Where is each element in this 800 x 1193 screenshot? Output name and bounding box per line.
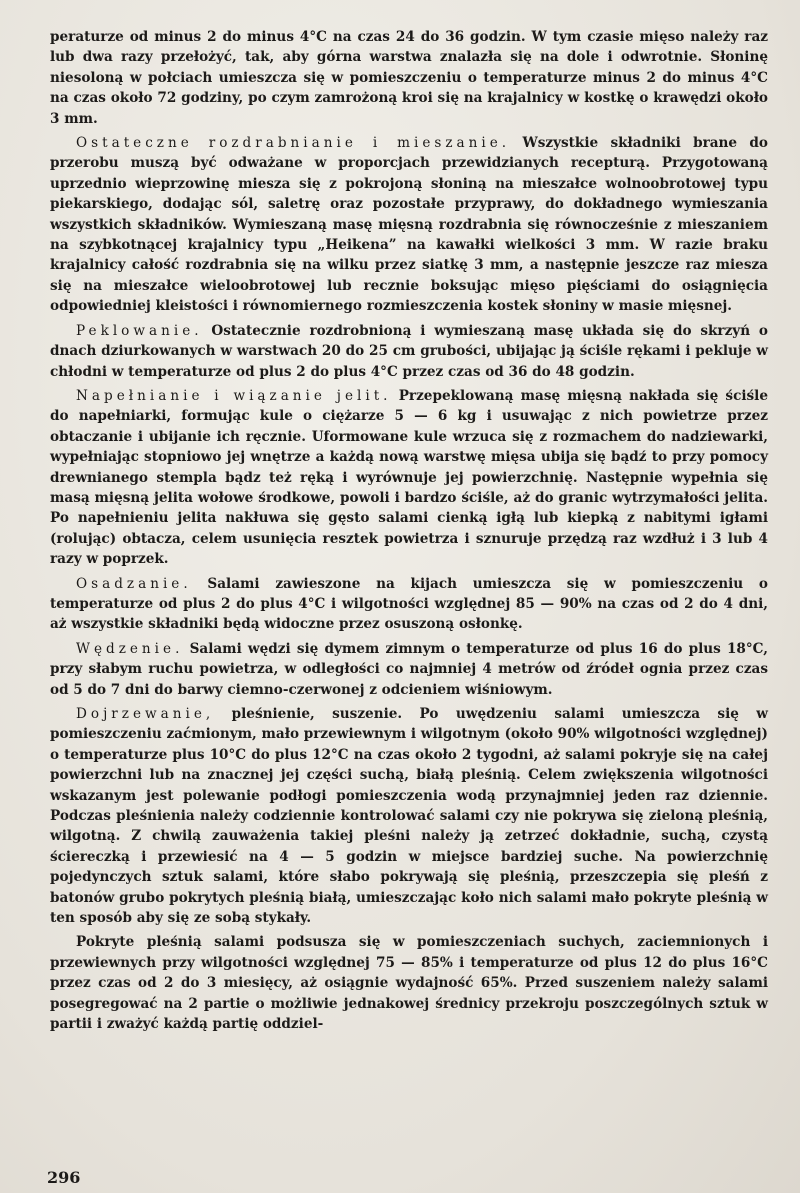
paragraph-text: Ostatecznie rozdrobnioną i wymieszaną masę układa się do skrzyń o dnach dziurkowanych w warstwach 20 do 25 cm grubości, ubijając ją ściśle rękami i pekluje w chłodni w temperaturze od plus 2 do plus 4°C przez czas od 36 do 48 godzin.	[50, 322, 768, 380]
paragraph-curing	[50, 321, 768, 382]
paragraph-smoking	[50, 639, 768, 700]
section-heading: Dojrzewanie,	[76, 706, 215, 722]
paragraph-settling	[50, 574, 768, 635]
section-heading: Wędzenie.	[76, 640, 184, 657]
section-heading: Osadzanie.	[76, 575, 192, 592]
page-body	[50, 27, 768, 1039]
page-number: 296	[47, 1168, 81, 1187]
paragraph-text: Salami zawieszone na kijach umieszcza się w pomieszczeniu o temperaturze od plus 2 do plus 4°C i wilgotności względnej 85 — 90% na czas od 2 do 4 dni, aż wszystkie składniki będą widoczne przez osuszoną osłonkę.	[50, 575, 768, 633]
paragraph-ripening	[50, 704, 768, 928]
paragraph-text: Przepeklowaną masę mięsną nakłada się ściśle do napełniarki, formując kule o ciężarze 5 — 6 kg i usuwając z nich powietrze przez obtaczanie i ubijanie ich ręcznie. Uformowane kule wrzuca się z rozmachem do nadziewarki, wypełniając stopniowo jej wnętrze a każdą nową warstwę mięsa ubija się bądź to przy pomocy drewnianego stempla bądz też ręką i wyrównuje jej powierzchnię. Następnie wypełnia się masą mięsną jelita wołowe środkowe, powoli i bardzo ściśle, aż do granic wytrzymałości jelita. Po napełnieniu jelita nakłuwa się gęsto salami cienką igłą lub kiepką z nabitymi igłami (rolując) obtacza, celem usunięcia resztek powietrza i sznuruje przędzą raz wzdłuż i 3 lub 4 razy w poprzek.	[50, 387, 768, 568]
paragraph-text: Wszystkie składniki brane do przerobu muszą być odważane w proporcjach przewidzianych recepturą. Przygotowaną uprzednio wieprzowinę miesza się z pokrojoną słoniną na mieszałce wolnoobrotowej typu piekarskiego, dodając sól, saletrę oraz pozostałe przyprawy, do dokładnego wymieszania wszystkich składników. Wymieszaną masę mięsną rozdrabnia się równocześnie z mieszaniem na szybkotnącej krajalnicy typu „Heikena” na kawałki wielkości 3 mm. W razie braku krajalnicy całość rozdrabnia się na wilku przez siatkę 3 mm, a następnie jeszcze raz miesza się na mieszałce wieloobrotowej lub recznie boksując mięso pięściami do osiągnięcia odpowiedniej kleistości i równomiernego rozmieszczenia kostek słoniny w masie mięsnej.	[50, 135, 768, 315]
section-heading: Ostateczne rozdrabnianie i mieszanie.	[76, 135, 511, 152]
paragraph-intro	[50, 27, 768, 129]
paragraph-text: peraturze od minus 2 do minus 4°C na czas 24 do 36 godzin. W tym czasie mięso należy raz lub dwa razy przełożyć, tak, aby górna warstwa znalazła się na dole i odwrotnie. Słoninę niesoloną w połciach umieszcza się w pomieszczeniu o temperaturze minus 2 do minus 4°C na czas około 72 godziny, po czym zamrożoną kroi się na krajalnicy w kostkę o krawędzi około 3 mm.	[50, 29, 768, 127]
paragraph-mixing	[50, 133, 768, 317]
paragraph-text: Salami wędzi się dymem zimnym o temperaturze od plus 16 do plus 18°C, przy słabym ruchu powietrza, w odległości co najmniej 4 metrów od źródeł ognia przez czas od 5 do 7 dni do barwy ciemno-czerwonej z odcieniem wiśniowym.	[50, 640, 768, 698]
paragraph-text: pleśnienie, suszenie. Po uwędzeniu salami umieszcza się w pomieszczeniu zaćmionym, mało przewiewnym i wilgotnym (około 90% wilgotności względnej) o temperaturze plus 10°C do plus 12°C na czas około 2 tygodni, aż salami pokryje się na całej powierzchni lub na znacznej jej części suchą, białą pleśnią. Celem zwiększenia wilgotności wskazanym jest polewanie podłogi pomieszczenia wodą przynajmniej jeden raz dziennie. Podczas pleśnienia należy codziennie kontrolować salami czy nie pokrywa się zieloną pleśnią, wilgotną. Z chwilą zauważenia takiej pleśni należy ją zetrzeć dokładnie, suchą, czystą ściereczką i przewiesić na 4 — 5 godzin w miejsce bardziej suche. Na powierzchnię pojedynczych sztuk salami, które słabo pokrywają się pleśnią, przeszczepia się pleśń z batonów grubo pokrytych pleśnią białą, umieszczając koło nich salami mało pokryte pleśnią w ten sposób aby się ze sobą stykały.	[50, 706, 768, 927]
paragraph-drying	[50, 932, 768, 1034]
section-heading: Napełnianie i wiązanie jelit.	[76, 387, 392, 404]
section-heading: Peklowanie.	[76, 322, 203, 339]
paragraph-stuffing	[50, 386, 768, 570]
paragraph-text: Pokryte pleśnią salami podsusza się w pomieszczeniach suchych, zaciemnionych i przewiewnych przy wilgotności względnej 75 — 85% i temperaturze od plus 12 do plus 16°C przez czas od 2 do 3 miesięcy, aż osiągnie wydajność 65%. Przed suszeniem należy salami posegregować na 2 partie o możliwie jednakowej średnicy przekroju poszczególnych sztuk w partii i zważyć każdą partię oddziel-	[50, 934, 768, 1033]
